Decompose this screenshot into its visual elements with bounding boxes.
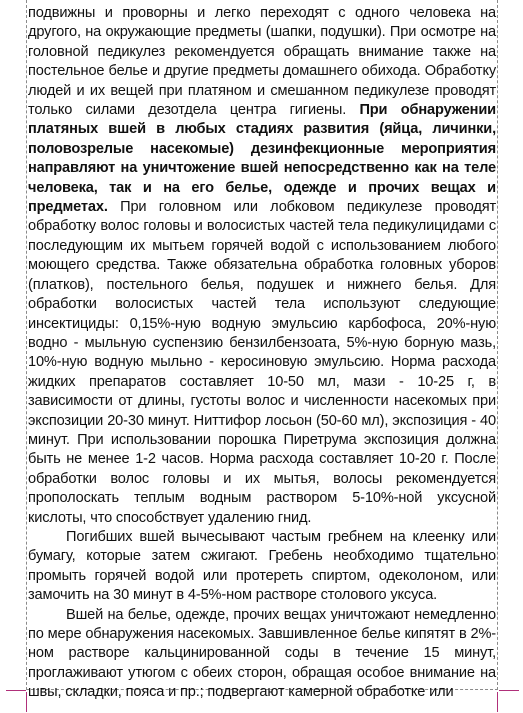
crop-mark-bottom-left-v <box>26 692 27 712</box>
paragraph-1-bold-warning: При обнаружении платяных вшей в любых стадиях развития (яйца, личинки, половозрелые насекомые) дезинфекционные мероприятия направляют на уничтожение вшей непосредственно как на теле человека, так и на его белье, одежде и прочих вещах и предметах. <box>28 102 496 216</box>
paragraph-1-text-b: При головном или лобковом педикулезе проводят обработку волос головы и волосистых частей тела педикулицидами с последующим их мытьем горячей водой с использованием любого моющего средства. Также обязательна обработка головных уборов (платков), постельного белья, подушек и нижнего белья. Для обработки волосистых частей тела используют следующие инсектициды: 0,15%-ную водную эмульсию карбофоса, 20%-ную водно - мыльную суспензию бензилбензоата, 5%-ную борную мазь, 10%-ную водную мыльно - керосиновую эмульсию. Норма расхода жидких препаратов составляет 10-50 мл, мази - 10-25 г, в зависимости от длины, густоты волос и численности насекомых при экспозиции 20-30 минут. Ниттифор лосьон (50-60 мл), экспозиция - 40 минут. При использовании порошка Пиретрума экспозиция должна быть не менее 1-2 часов. Норма расхода составляет 10-20 г. После обработки волос головы и их мытья, волосы рекомендуется прополоскать теплым водным раствором 5-10%-ной уксусной кислоты, что способствует удалению гнид. <box>28 199 496 526</box>
crop-mark-bottom-left-h <box>6 690 26 691</box>
document-text <box>28 4 496 703</box>
paragraph-1-text-a: подвижны и проворны и легко переходят с одного человека на другого, на окружающие предметы (шапки, подушки). При осмотре на головной педикулез рекомендуется обращать внимание также на постельное белье и другие предметы домашнего обихода. Обработку людей и их вещей при платяном и смешанном педикулезе проводят только силами дезотдела центра гигиены. <box>28 5 496 119</box>
crop-mark-bottom-right-h <box>499 690 519 691</box>
paragraph-3: Вшей на белье, одежде, прочих вещах уничтожают немедленно по мере обнаружения насекомых. Завшивленное белье кипятят в 2%-ном растворе кальцинированной соды в течение 15 минут, проглаживают утюгом с обеих сторон, обращая особое внимание на швы, складки, пояса и пр.; подвергают камерной обработке или <box>28 606 496 701</box>
crop-mark-bottom-right-v <box>497 692 498 712</box>
paragraph-1 <box>28 4 496 528</box>
paragraph-2: Погибших вшей вычесывают частым гребнем на клеенку или бумагу, которые затем сжигают. Гребень необходимо тщательно промыть горячей водой или протереть спиртом, одеколоном, или замочить на 30 минут в 4-5%-ном растворе столового уксуса. <box>28 528 496 604</box>
